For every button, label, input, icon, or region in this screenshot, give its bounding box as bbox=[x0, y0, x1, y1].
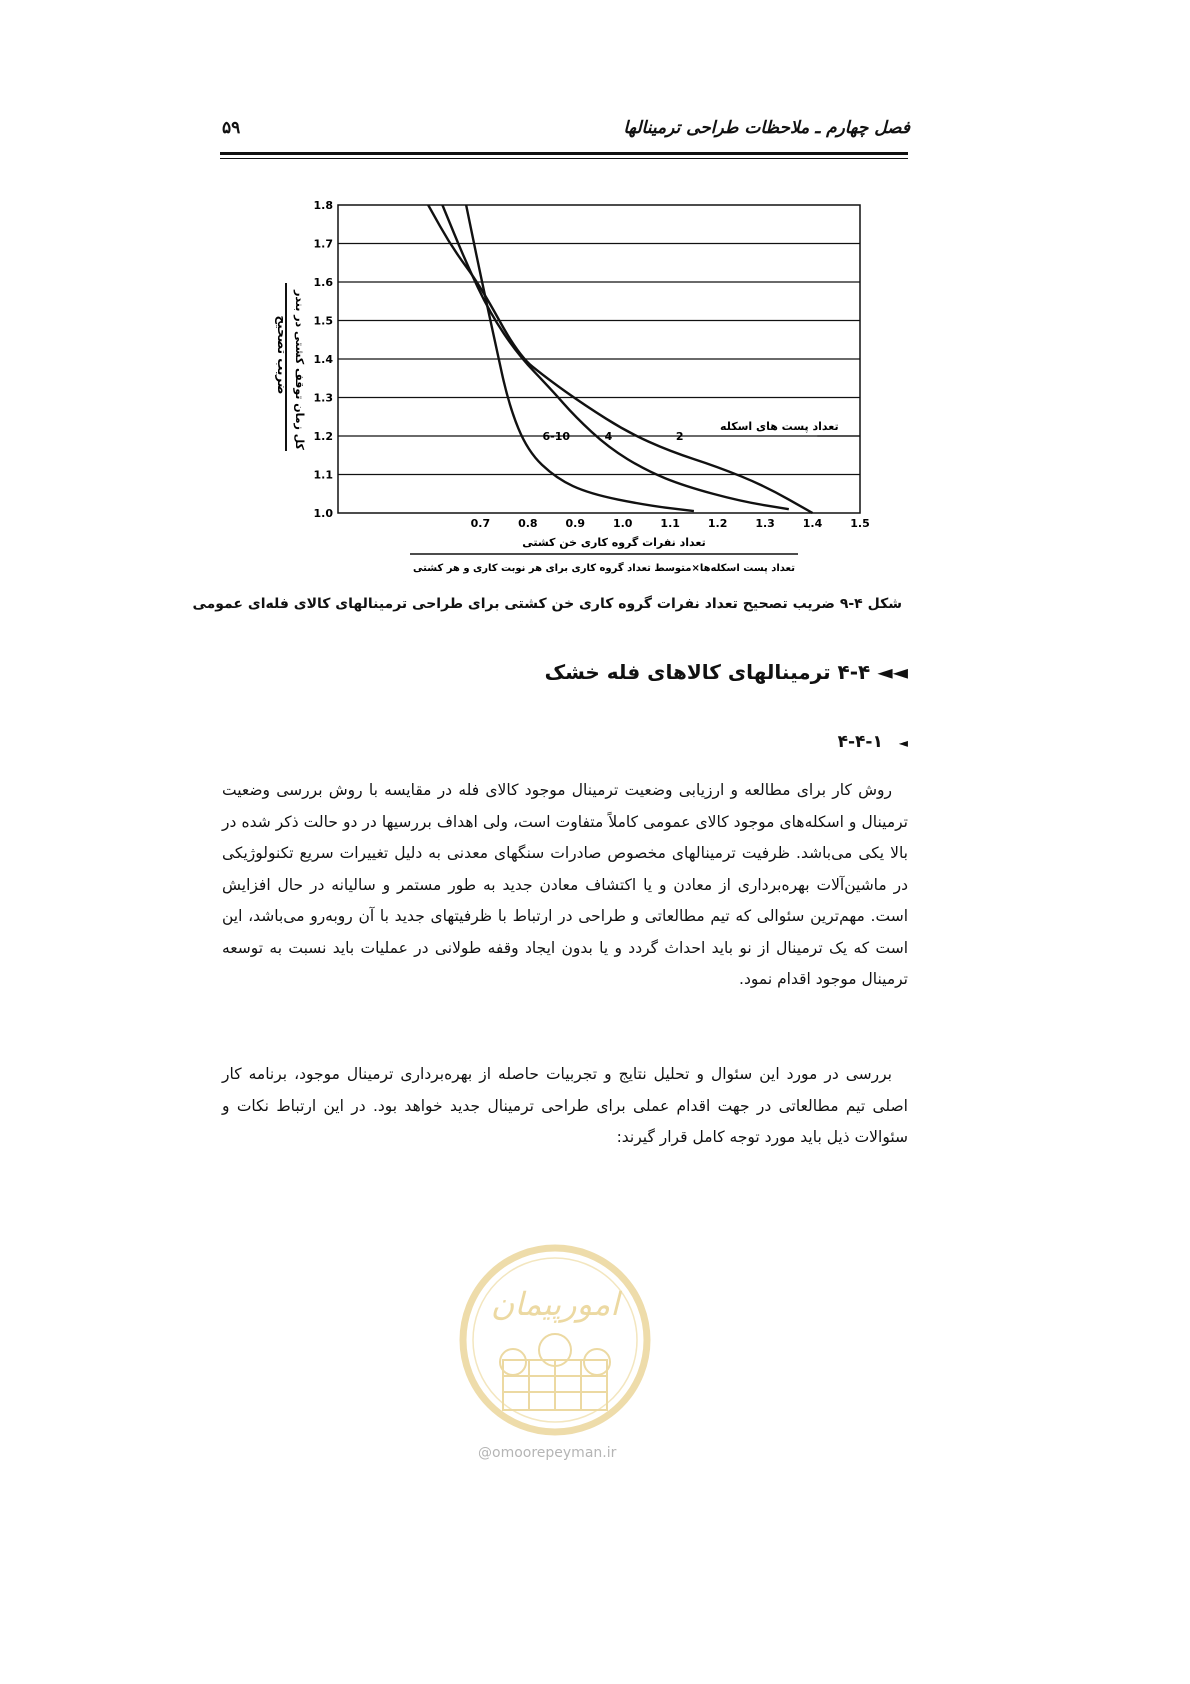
x-tick-label: 1.5 bbox=[850, 517, 870, 530]
x-tick-label: 0.8 bbox=[518, 517, 538, 530]
y-tick-label: 1.8 bbox=[313, 199, 333, 212]
series-label: 2 bbox=[675, 429, 684, 443]
figure-caption: شکل ۴-۹ ضریب تصحیح تعداد نفرات گروه کاری خن کشتی برای طراحی ترمینالهای کالای فله‌ای عمومی bbox=[192, 596, 902, 612]
y-tick-label: 1.1 bbox=[313, 468, 333, 482]
x-axis-label-main: تعداد نفرات گروه کاری خن کشتی bbox=[522, 536, 706, 549]
series-label: 4 bbox=[604, 429, 613, 443]
y-axis-label-sub: کل زمان توقف کشتی در بندر bbox=[293, 290, 306, 450]
section-heading-text: ۴-۴ ترمینالهای کالاهای فله خشک bbox=[544, 660, 871, 684]
x-tick-label: 1.3 bbox=[755, 517, 775, 530]
header-rule-thick bbox=[220, 152, 908, 155]
y-tick-label: 1.2 bbox=[313, 430, 333, 443]
series-curve-6-10 bbox=[466, 205, 694, 511]
x-tick-label: 0.9 bbox=[565, 517, 586, 530]
x-tick-label: 1.2 bbox=[707, 517, 728, 530]
triangle-bullet-icon: ◄ bbox=[898, 736, 908, 750]
x-tick-label: 1.1 bbox=[660, 517, 680, 530]
double-chevron-icon: ◄◄ bbox=[877, 660, 908, 684]
subsection-number: ۴-۴-۱ bbox=[837, 732, 883, 752]
header-rule-thin bbox=[220, 158, 908, 159]
x-axis-label-sub: تعداد پست اسکله‌ها×متوسط تعداد گروه کاری برای هر نوبت کاری و هر کشتی bbox=[413, 563, 795, 574]
x-tick-label: 1.0 bbox=[612, 517, 633, 530]
series-curve-4 bbox=[442, 205, 788, 509]
page-header-title: فصل چهارم ـ ملاحظات طراحی ترمینالها bbox=[623, 118, 910, 138]
x-tick-label: 1.4 bbox=[802, 517, 823, 530]
y-tick-label: 1.6 bbox=[313, 276, 333, 289]
correction-factor-chart bbox=[258, 185, 878, 585]
subsection-heading bbox=[838, 732, 908, 752]
body-paragraph: بررسی در مورد این سئوال و تحلیل نتایج و تجربیات حاصله از بهره‌برداری ترمینال موجود، برنامه کار اصلی تیم مطالعاتی در جهت اقدام عملی برای طراحی ترمینال جدید خواهد بود. در این ارتباط نکات و سئوالات ذیل باید مورد توجه کامل قرار گیرند: bbox=[222, 1065, 908, 1146]
x-tick-label: 0.7 bbox=[470, 517, 491, 530]
watermark-logo-text: امورپیمان bbox=[490, 1285, 620, 1323]
watermark-logo bbox=[455, 1240, 655, 1445]
y-axis-label-main: ضریب تصحیح bbox=[275, 315, 289, 395]
y-tick-label: 1.0 bbox=[313, 507, 333, 520]
y-tick-label: 1.3 bbox=[313, 391, 333, 405]
watermark-url: @omoorepeyman.ir bbox=[478, 1445, 617, 1461]
y-tick-label: 1.7 bbox=[313, 237, 333, 251]
legend-title: تعداد پست های اسکله bbox=[720, 420, 839, 434]
body-paragraph: روش کار برای مطالعه و ارزیابی وضعیت ترمینال موجود کالای فله در مقایسه با روش بررسی وضعیت ترمینال و اسکله‌های موجود کالای عمومی کاملاً متفاوت است، ولی اهداف بررسیها در دو حالت ذکر شده در بالا یکی می‌باشد. ظرفیت ترمینالهای مخصوص صادرات سنگهای معدنی به دلیل تغییرات سریع تکنولوژیکی در ماشین‌آلات بهره‌برداری از معادن و یا اکتشاف معادن جدید به طور مستمر و سالیانه در حال افزایش است. مهم‌ترین سئوالی که تیم مطالعاتی و طراحی در ارتباط با ظرفیتهای جدید با آن روبه‌رو می‌باشد، این است که یک ترمینال از نو باید احداث گردد و یا بدون ایجاد وقفه طولانی در عملیات باید نسبت به توسعه ترمینال موجود اقدام نمود. bbox=[222, 781, 908, 988]
y-tick-label: 1.4 bbox=[313, 353, 333, 366]
series-label: 6-10 bbox=[542, 429, 571, 443]
section-heading bbox=[545, 660, 908, 684]
y-tick-label: 1.5 bbox=[313, 314, 333, 328]
page-number: ۵۹ bbox=[222, 118, 241, 138]
